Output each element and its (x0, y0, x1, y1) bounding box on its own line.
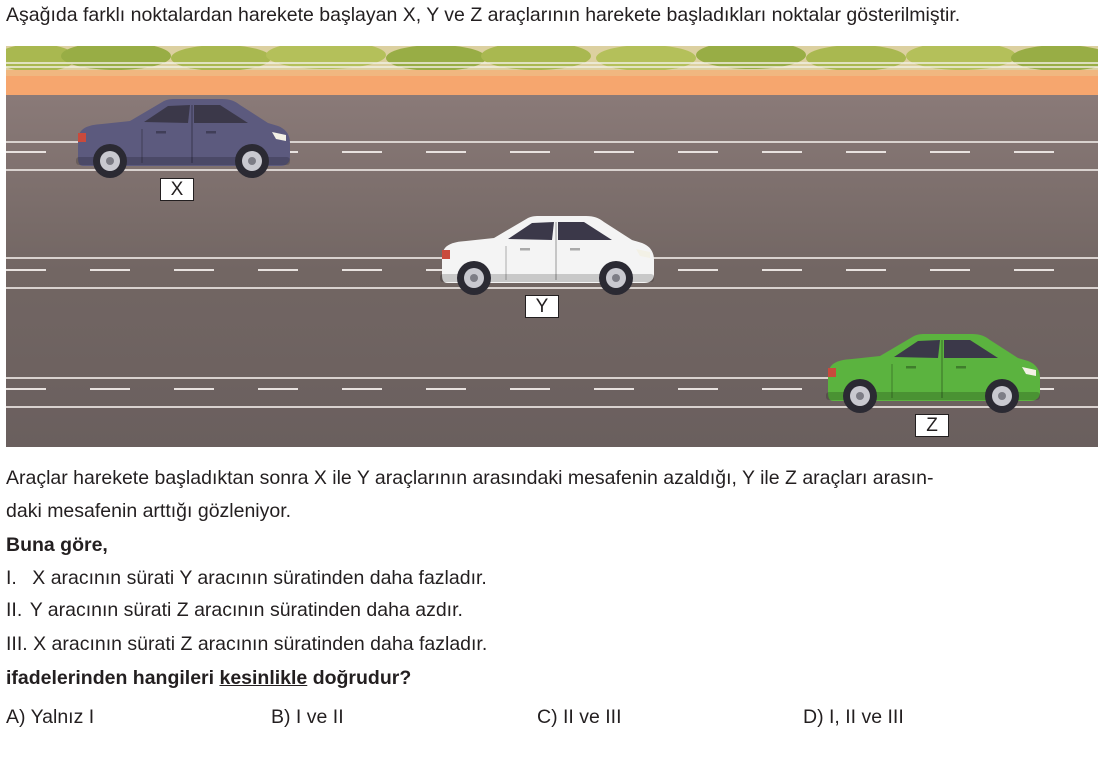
observation-line-1: Araçlar harekete başladıktan sonra X ile Y araçlarının arasındaki mesafenin azaldığı, Y ile Z araçları arasın- (6, 467, 934, 489)
road-illustration (6, 46, 1098, 447)
option-letter: D) (803, 706, 824, 728)
prompt-emphasis: kesinlikle (219, 667, 308, 689)
option-text: I, II ve III (829, 706, 904, 728)
option-c[interactable] (537, 706, 622, 729)
statement-text: X aracının sürati Y aracının süratinden daha fazladır. (32, 567, 487, 589)
question-intro: Aşağıda farklı noktalardan harekete başlayan X, Y ve Z araçlarının harekete başladıkları noktalar gösterilmiştir. (6, 4, 961, 26)
statement-text: Y aracının sürati Z aracının süratinden daha azdır. (29, 599, 463, 621)
option-letter: B) (271, 706, 291, 728)
observation-line-2: daki mesafenin arttığı gözleniyor. (6, 500, 292, 522)
option-d[interactable] (803, 706, 904, 729)
lead-text: Buna göre, (6, 534, 108, 556)
statement-number: II. (6, 599, 23, 621)
statement-3 (6, 633, 487, 656)
statement-number: I. (6, 567, 17, 589)
car-y-label: Y (525, 295, 559, 318)
question-prompt (6, 667, 411, 690)
statement-text: X aracının sürati Z aracının süratinden daha fazladır. (33, 633, 488, 655)
car-z-label: Z (915, 414, 949, 437)
option-text: I ve II (295, 706, 344, 728)
curb (6, 70, 1098, 76)
car-x-label: X (160, 178, 194, 201)
sidewalk (6, 76, 1098, 95)
statement-number: III. (6, 633, 28, 655)
road-scene (6, 46, 1098, 447)
option-b[interactable] (271, 706, 344, 729)
option-a[interactable] (6, 706, 94, 729)
prompt-start: ifadelerinden hangileri (6, 667, 220, 689)
option-text: Yalnız I (30, 706, 95, 728)
prompt-end: doğrudur? (307, 667, 412, 689)
option-text: II ve III (563, 706, 622, 728)
statement-2 (6, 599, 463, 622)
option-letter: A) (6, 706, 26, 728)
statement-1 (6, 567, 487, 590)
option-letter: C) (537, 706, 558, 728)
